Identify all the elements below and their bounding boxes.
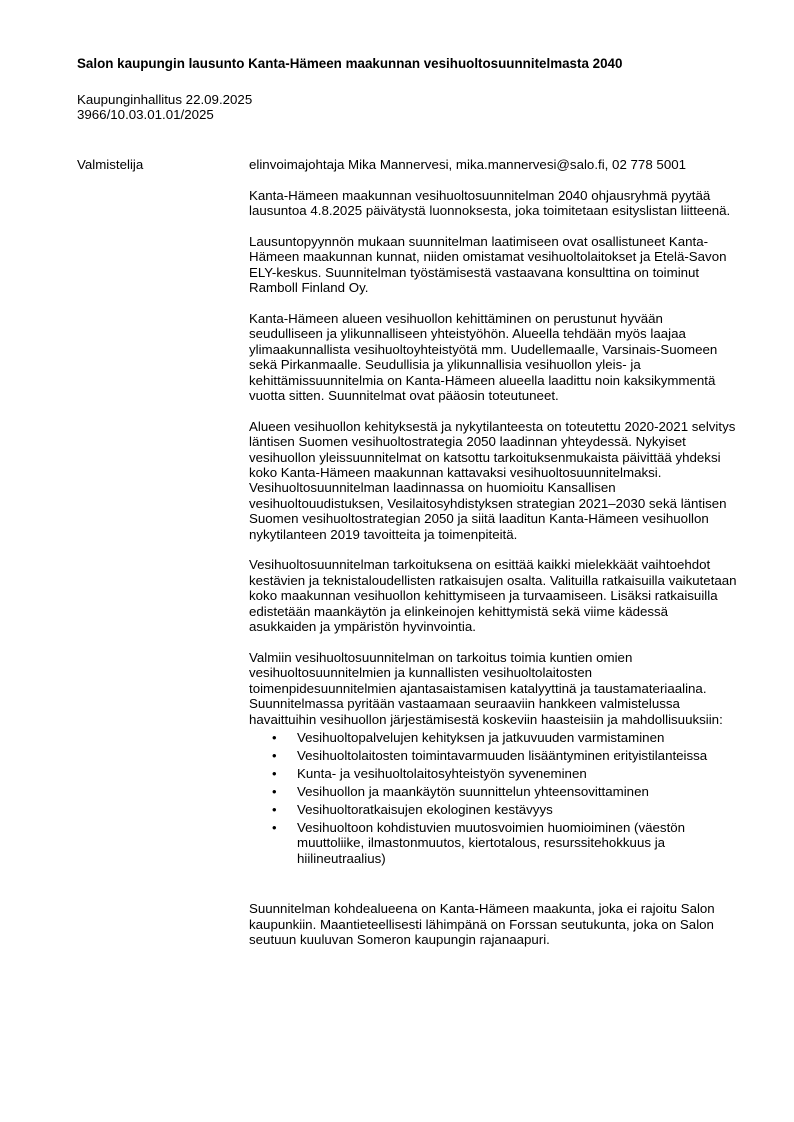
bullet-icon: • [272, 801, 277, 817]
paragraph-5: Vesihuoltosuunnitelman tarkoituksena on esittää kaikki mielekkäät vaihtoehdot kestävien ja teknistaloudellisten ratkaisujen osalta. Valituilla ratkaisuilla vaikutetaan koko maakunnan vesihuollon kehittymiseen ja turvaamiseen. Lisäksi ratkaisuilla edistetään maankäytön ja elinkeinojen kehittymistä sekä viime kädessä asukkaiden ja ympäristön hyvinvointia. [249, 557, 737, 635]
bullet-icon: • [272, 819, 277, 835]
list-item [249, 766, 739, 781]
preparer-label: Valmistelija [77, 157, 144, 172]
document-body [249, 157, 739, 963]
paragraph-6: Valmiin vesihuoltosuunnitelman on tarkoitus toimia kuntien omien vesihuoltosuunnitelmien ja kunnallisten vesihuoltolaitosten toimenpidesuunnitelmien ajantasaistamisen katalyyttinä ja taustamateriaalina. Suunnitelmassa pyritään vastaamaan seuraaviin hankkeen valmistelussa havaittuihin vesihuollon järjestämisestä koskeviin haasteisiin ja mahdollisuuksiin: [249, 649, 723, 727]
bullet-list [249, 730, 739, 866]
paragraph-4: Alueen vesihuollon kehityksestä ja nykytilanteesta on toteutettu 2020-2021 selvitys läntisen Suomen vesihuoltostrategia 2050 laadinnan yhteydessä. Nykyiset vesihuollon yleissuunnitelmat on katsottu tarkoituksenmukaista päivittää yhdeksi koko Kanta-Hämeen maakunnan kattavaksi vesihuoltosuunnitelmaksi. Vesihuoltosuunnitelman laadinnassa on huomioitu Kansallisen vesihuoltouudistuksen, Vesilaitosyhdistyksen strategian 2021–2030 sekä läntisen Suomen vesihuoltostrategian 2050 ja siitä laaditun Kanta-Hämeen vesihuollon nykytilanteen 2019 tavoitteita ja toimenpiteitä. [249, 418, 736, 542]
list-item-text: Vesihuollon ja maankäytön suunnittelun yhteensovittaminen [297, 783, 649, 799]
list-item [249, 730, 739, 745]
list-item-text: Vesihuoltopalvelujen kehityksen ja jatkuvuuden varmistaminen [297, 729, 665, 745]
bullet-icon: • [272, 729, 277, 745]
bullet-icon: • [272, 783, 277, 799]
document-title: Salon kaupungin lausunto Kanta-Hämeen maakunnan vesihuoltosuunnitelmasta 2040 [77, 56, 623, 71]
paragraph-3: Kanta-Hämeen alueen vesihuollon kehittäminen on perustunut hyvään seudulliseen ja ylikunnalliseen yhteistyöhön. Alueella tehdään myös laajaa ylimaakunnallista vesihuoltoyhteistyötä mm. Uudellemaalle, Varsinais-Suomeen sekä Pirkanmaalle. Seudullisia ja ylikunnallisia vesihuollon yleis- ja kehittämissuunnitelmia on Kanta-Hämeen alueella laadittu noin kaksikymmentä vuotta sitten. Suunnitelmat ovat pääosin toteutuneet. [249, 311, 718, 404]
list-item-text: Vesihuoltolaitosten toimintavarmuuden lisääntyminen erityistilanteissa [297, 747, 708, 763]
list-item-text: Vesihuoltoon kohdistuvien muutosvoimien huomioiminen (väestön muuttoliike, ilmastonmuutos, kiertotalous, resurssitehokkuus ja hiilineutraalius) [297, 819, 686, 866]
paragraph-1: Kanta-Hämeen maakunnan vesihuoltosuunnitelman 2040 ohjausryhmä pyytää lausuntoa 4.8.2025 päivätystä luonnoksesta, joka toimitetaan esityslistan liitteenä. [249, 187, 731, 219]
meeting-line: Kaupunginhallitus 22.09.2025 [77, 92, 253, 107]
bullet-icon: • [272, 747, 277, 763]
bullet-icon: • [272, 765, 277, 781]
preparer-value: elinvoimajohtaja Mika Mannervesi, mika.mannervesi@salo.fi, 02 778 5001 [249, 157, 686, 172]
list-item-text: Kunta- ja vesihuoltolaitosyhteistyön syveneminen [297, 765, 587, 781]
list-item [249, 820, 739, 866]
list-item [249, 748, 739, 763]
list-item [249, 784, 739, 799]
record-number: 3966/10.03.01.01/2025 [77, 107, 214, 123]
list-item-text: Vesihuoltoratkaisujen ekologinen kestävyys [297, 801, 553, 817]
closing-paragraph: Suunnitelman kohdealueena on Kanta-Hämeen maakunta, joka ei rajoitu Salon kaupunkiin. Maantieteellisesti lähimpänä on Forssan seutukunta, joka on Salon seutuun kuuluvan Someron kaupungin rajanaapuri. [249, 901, 715, 947]
paragraph-2: Lausuntopyynnön mukaan suunnitelman laatimiseen ovat osallistuneet Kanta-Hämeen maakunnan kunnat, niiden omistamat vesihuoltolaitokset ja Etelä-Savon ELY-keskus. Suunnitelman työstämisestä vastaavana konsulttina on toiminut Ramboll Finland Oy. [249, 234, 727, 296]
list-item [249, 802, 739, 817]
document-meta [77, 92, 252, 123]
